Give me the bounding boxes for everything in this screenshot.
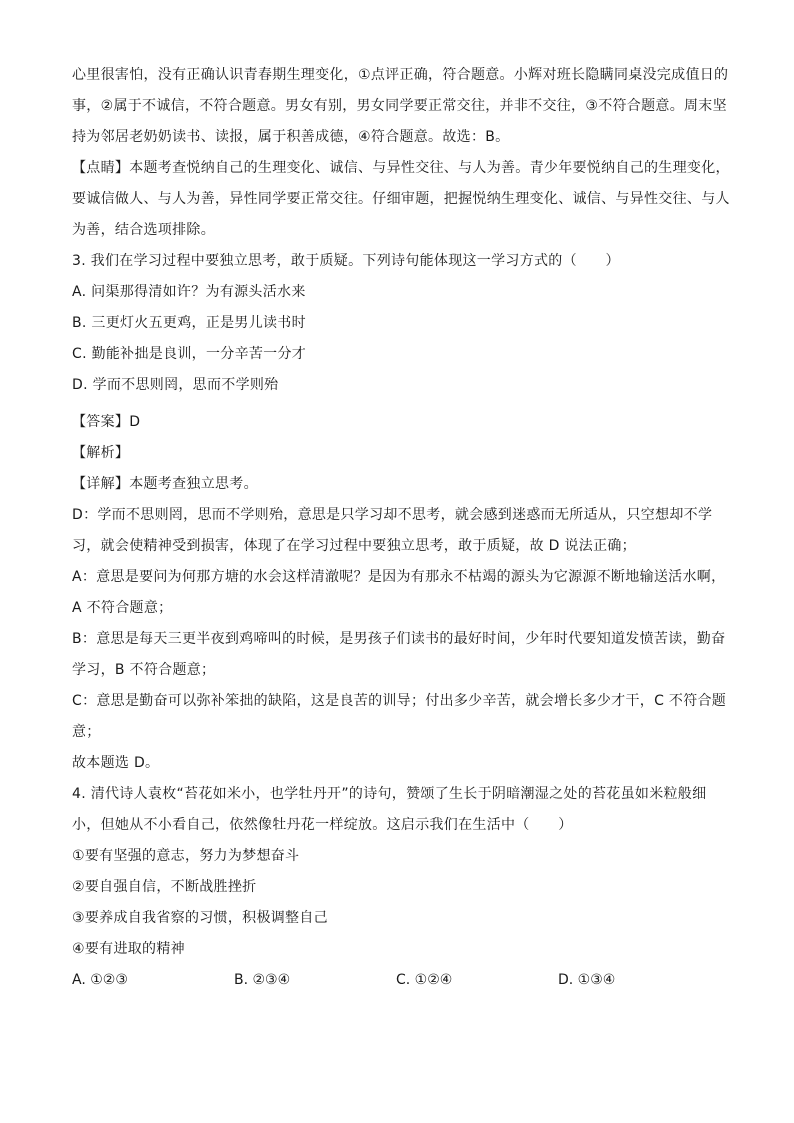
document-page [72,62,732,994]
previous-explanation [72,62,732,151]
detail-line: 【详解】本题考查独立思考。 [72,476,258,492]
text-line: 持为邻居老奶奶读书、读报，属于积善成德，④符合题意。故选：B。 [72,129,510,145]
text-line: 心里很害怕，没有正确认识青春期生理变化，①点评正确，符合题意。小辉对班长隐瞒同桌没完成值日的 [72,67,729,83]
option-d: D. 学而不思则罔，思而不学则殆 [72,377,279,393]
text-line: 【点睛】本题考查悦纳自己的生理变化、诚信、与异性交往、与人为善。青少年要悦纳自己的生理变化， [72,160,730,176]
choice-a: A. ①②③ [72,972,128,988]
detail-line: B：意思是每天三更半夜到鸡啼叫的时候，是男孩子们读书的最好时间，少年时代要知道发愤苦读，勤奋 [72,631,726,647]
choices-row [72,967,732,994]
question-4 [72,781,732,994]
statement-2: ②要自强自信，不断战胜挫折 [72,879,257,895]
choice-d: D. ①③④ [558,972,616,988]
detail-line: 习，就会使精神受到损害，体现了在学习过程中要独立思考，敢于质疑，故 D 说法正确； [72,538,636,554]
text-line: 为善，结合选项排除。 [72,222,215,238]
detail-line: D：学而不思则罔，思而不学则殆，意思是只学习却不思考，就会感到迷惑而无所适从，只空想却不学 [72,507,713,523]
detail-line: 学习，B 不符合题意； [72,662,216,678]
choice-b: B. ②③④ [234,972,291,988]
statement-3: ③要养成自我省察的习惯，积极调整自己 [72,910,328,926]
question-stem: 4. 清代诗人袁枚“苔花如米小，也学牡丹开”的诗句，赞颂了生长于阴暗潮湿之处的苔花虽如米粒般细 [72,786,707,802]
statement-1: ①要有坚强的意志，努力为梦想奋斗 [72,848,300,864]
statement-4: ④要有进取的精神 [72,941,185,957]
answer-line: 【答案】D [72,414,141,430]
detail-line: 意； [72,724,101,740]
previous-comment [72,155,732,244]
analysis-label: 【解析】 [72,445,130,461]
option-b: B. 三更灯火五更鸡，正是男儿读书时 [72,315,306,331]
detail-line: A 不符合题意； [72,600,173,616]
question-stem: 小，但她从不小看自己，依然像牡丹花一样绽放。这启示我们在生活中（ ） [72,817,573,833]
detail-line: C：意思是勤奋可以弥补笨拙的缺陷，这是良苦的训导；付出多少辛苦，就会增长多少才干，C 不符合题 [72,693,727,709]
option-a: A. 问渠那得清如许？为有源头活水来 [72,284,306,300]
option-c: C. 勤能补拙是良训，一分辛苦一分才 [72,346,307,362]
question-stem: 3. 我们在学习过程中要独立思考，敢于质疑。下列诗句能体现这一学习方式的（ ） [72,253,620,269]
detail-line: A：意思是要问为何那方塘的水会这样清澈呢？是因为有那永不枯竭的源头为它源源不断地输送活水啊， [72,569,726,585]
text-line: 要诚信做人、与人为善，异性同学要正常交往。仔细审题，把握悦纳生理变化、诚信、与异性交往、与人 [72,191,730,207]
question-3 [72,248,732,777]
text-line: 事，②属于不诚信，不符合题意。男女有别，男女同学要正常交往，并非不交往，③不符合题意。周末坚 [72,98,727,114]
choice-c: C. ①②④ [396,972,453,988]
detail-line: 故本题选 D。 [72,755,160,771]
